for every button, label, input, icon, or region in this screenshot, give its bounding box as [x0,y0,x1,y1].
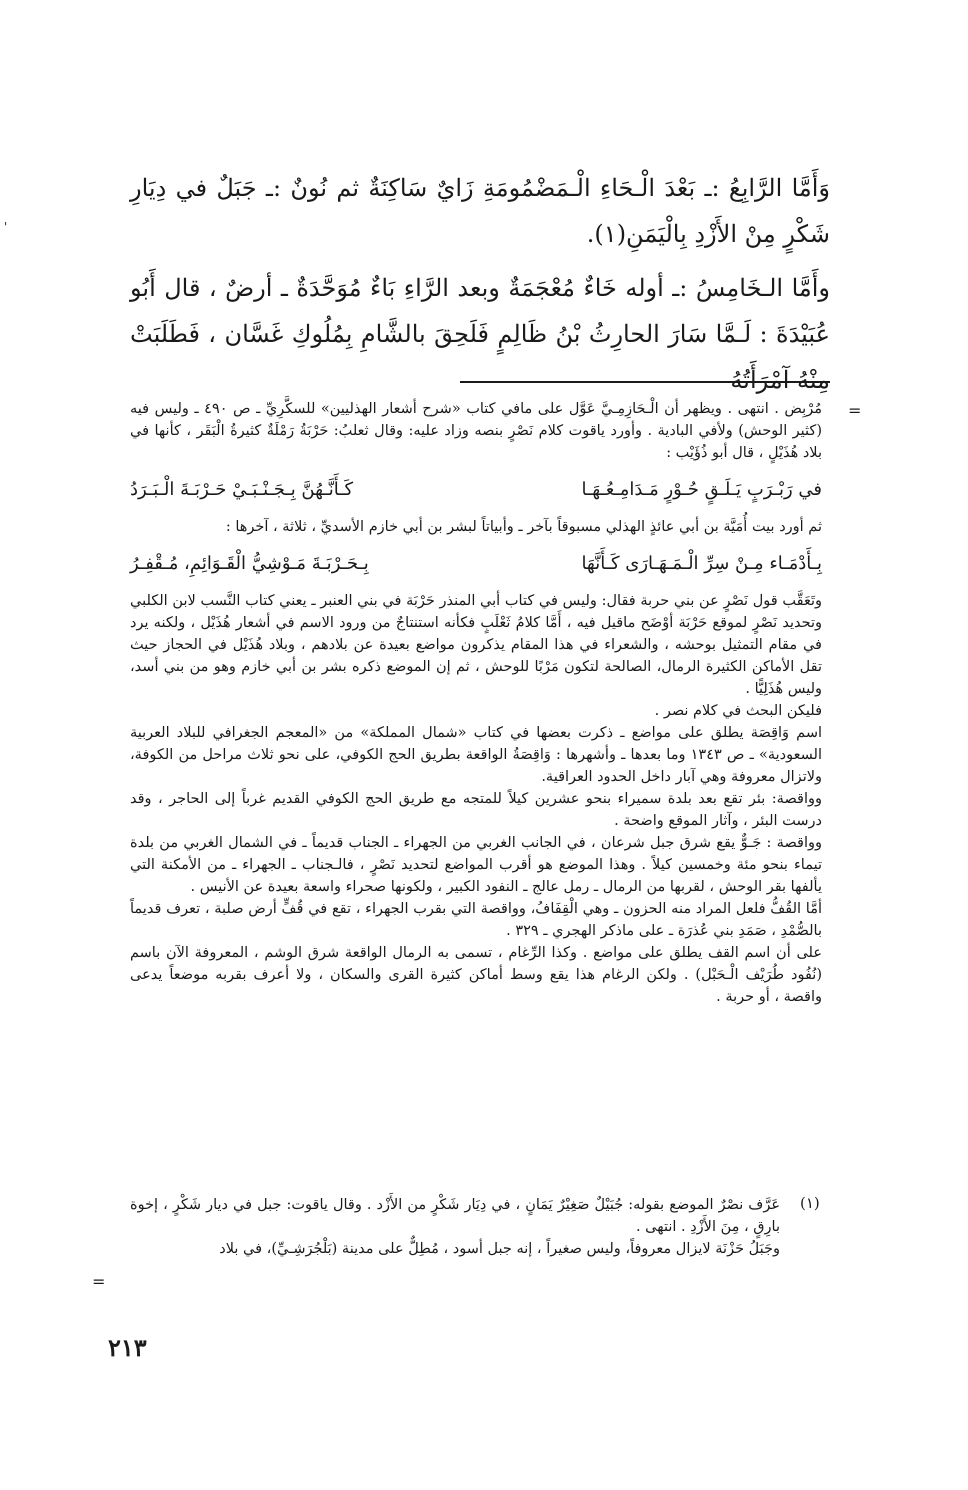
main-text [130,165,830,411]
continued-footnote [130,398,822,1008]
footnote-1-line-2: وجَبَلُ حَزْنَة لايزال معروفاً، وليس صغيراً ، إنه جبل أسود ، مُطِلٌّ على مدينة (بَلْجُرَشِـيِّ)، في بلاد [219,1241,780,1257]
continued-marker-top: = [848,401,862,420]
note-line-1: مُرْبِض . انتهى . ويظهر أن الْـحَازِمِـيَّ عَوَّل على مافي كتاب «شرح أشعار الهذليين» للسكَّرِيِّ ـ ص ٤٩٠ ـ وليس فيه (كثير الوحش) ولأفي البادية . وأورد ياقوت كلام نَصْرٍ بنصه وزاد عليه: وقال ثعلبُ: حَرْبَةُ رَمْلَةٌ كثيرةُ الْبَقَر ، كأنها في بلاد هُذَيْلٍ ، قال أبو ذُؤَيْب : [130,401,822,461]
scan-artifact-mark: ' [4,220,8,234]
note-paragraph-5: وواقصة : جَـوٌّ يقع شرق جبل شرعان ، في الجانب الغربي من الجهراء ـ الجناب قديماً ـ في الشمال الغربي من بلدة تيماء بنحو مئة وخمسين كيلاً . وهذا الموضع هو أقرب المواضع لتحديد نَصْرٍ ، فالـجناب ـ الجهراء ـ من الأمكنة التي يألفها بقر الوحش ، لقربها من الرمال ـ رمل عالج ـ النفود الكبير ، ولكونها صحراء واسعة بعيدة عن الأنيس . [130,835,822,895]
verse-1-second-hemistich: كَـأَنَّـهُنَّ بِـجَـنْـبَـيْ حَـرْبَـةَ الْـبَـرَدُ [130,479,354,500]
verse-2-second-hemistich: بِـحَـرْبَـةَ مَـوْشِيُّ الْقَـوَائِمِ، مُـقْفِـرُ [130,553,369,574]
note-paragraph-7: على أن اسم القف يطلق على مواضع . وكذا الرِّغام ، تسمى به الرمال الواقعة شرق الوشم ، المعروفة الآن باسم (نُفُود طُرَيْف الْـحَبْل) . ولكن الرغام هذا يقع وسط أماكن كثيرة القرى والسكان ، ولا أعرف بقربه موضعاً يدعى واقصة ، أو حربة . [130,945,822,1005]
page-number: ٢١٣ [108,1333,147,1362]
main-paragraph-1: وَأَمَّا الرَّابِعُ :ـ بَعْدَ الْـحَاءِ الْـمَضْمُومَةِ زَايٌ سَاكِنَةٌ ثم نُونٌ :ـ جَبَلٌ في دِيَارِ شَكْرٍ مِنْ الأَزْدِ بِالْيَمَنِ(١). [130,174,830,248]
note-paragraph-2: فليكن البحث في كلام نصر . [654,703,822,719]
note-paragraph-6: أمَّا القُفُّ فلعل المراد منه الحزون ـ وهي الْقِفَافُ، وواقصة التي بقرب الجهراء ، تقع في قُفٍّ أرض صلبة ، تعرف قديماً بالصُّمْدِ ، صَمَدِ بني عُذرَة ـ على ماذكر الهجري ـ ٣٢٩ . [130,901,822,939]
verse-1 [130,474,822,506]
note-paragraph-1: وتَعَقَّب قول نَصْرٍ عن بني حربة فقال: وليس في كتاب أبي المنذر حَرْبَة في بني العنبر ـ يعني كتاب النَّسب لابن الكلبي وتحديد نَصْرٍ لموقع حَرْبَة أوْضَح ماقيل فيه ، أَمَّا كلامُ ثَعْلَبٍ فكأنه استنتاجٌ من ورود الاسم في أشعار هُذَيْل ، ولكنه يرد في مقام التمثيل بوحشه ، والشعراء في هذا المقام يذكرون مواضع بعيدة عن بلادهم ، وبلاد هُذَيْل في الحجاز حيث تقل الأماكن الكثيرة الرمال، الصالحة لتكون مَرْبًا للوحش ، ثم إن الموضع ذكره بشر بن أبي خازم وهو من بني أسد، وليس هُذَلِيًّا . [130,593,822,697]
note-paragraph-3: اسم وَاقِصَة يطلق على مواضع ـ ذكرت بعضها في كتاب «شمال المملكة» من «المعجم الجغرافي للبلاد العربية السعودية» ـ ص ١٣٤٣ وما بعدها ـ وأشهرها : وَاقِصَةُ الواقعة بطريق الحج الكوفي، على نحو ثلاث مراحل من الكوفة، ولاتزال معروفة وهي آبار داخل الحدود العراقية. [130,725,822,785]
verse-2-first-hemistich: بِـأَدْمَـاء مِـنْ سِرِّ الْـمَـهَـارَى كَـأَنَّهَا [581,553,822,574]
note-paragraph-4: وواقصة: بئر تقع بعد بلدة سميراء بنحو عشرين كيلاً للمتجه مع طريق الحج الكوفي القديم غرباً إلى الحاجر ، وقد درست البئر ، وآثار الموقع واضحة . [130,791,822,829]
footnote-separator-rule [460,381,830,383]
main-paragraph-2: وأَمَّا الـخَامِسُ :ـ أوله خَاءٌ مُعْجَمَةٌ وبعد الرَّاءِ بَاءٌ مُوَحَّدَةٌ ـ أرضٌ ، قال أَبُو عُبَيْدَةَ : لَـمَّا سَارَ الحارِثُ بْنُ ظَالِمٍ فَلَحِقَ بالشَّامِ بِمُلُوكِ غَسَّان ، فَطَلَبَتْ مِنْهُ آمْرَأَتُهُ [130,274,830,394]
verse-1-first-hemistich: في رَبْـرَبٍ يَـلَـقٍ حُـوْرٍ مَـدَامِـعُـهَـا [581,479,822,500]
verse-2 [130,548,822,580]
note-line-2: ثم أورد بيت أُمَيَّة بن أبي عائذٍ الهذلي مسبوقاً بآخر ـ وأبياتاً لبشر بن أبي خازم الأسديِّ ، ثلاثة ، آخرها : [225,519,822,535]
footnote-number: (١) [800,1194,820,1212]
footnote-1 [130,1194,780,1260]
continued-marker-bottom: = [92,1272,106,1291]
footnote-1-line-1: عَرَّف نصْرٌ الموضع بقوله: جُبَيْلٌ صَغِيْرٌ يَمَانٍ ، في دِيَار شَكْرٍ من الأَزْد . وقال ياقوت: جبل في ديار شَكْرٍ ، إخوة بارِقٍ ، مِنَ الأَزْدِ . انتهى . [130,1197,780,1235]
